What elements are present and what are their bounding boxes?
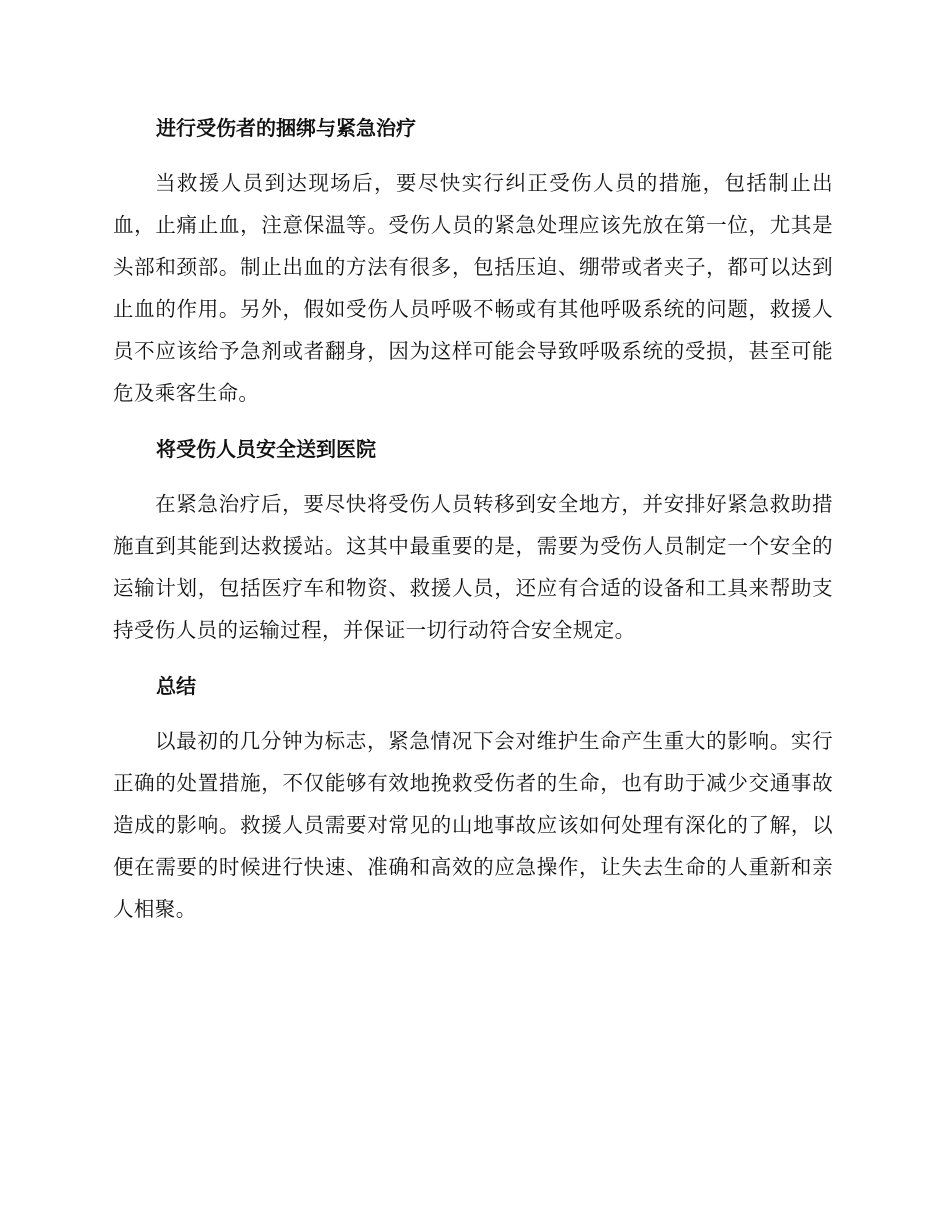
section-paragraph: 在紧急治疗后，要尽快将受伤人员转移到安全地方，并安排好紧急救助措施直到其能到达救援站。这其中最重要的是，需要为受伤人员制定一个安全的运输计划，包括医疗车和物资、救援人员，还应有合适的设备和工具来帮助支持受伤人员的运输过程，并保证一切行动符合安全规定。 [113, 492, 833, 642]
section-paragraph: 当救援人员到达现场后，要尽快实行纠正受伤人员的措施，包括制止出血，止痛止血，注意保温等。受伤人员的紧急处理应该先放在第一位，尤其是头部和颈部。制止出血的方法有很多，包括压迫、绷带或者夹子，都可以达到止血的作用。另外，假如受伤人员呼吸不畅或有其他呼吸系统的问题，救援人员不应该给予急剂或者翻身，因为这样可能会导致呼吸系统的受损，甚至可能危及乘客生命。 [113, 171, 833, 405]
section-paragraph: 以最初的几分钟为标志，紧急情况下会对维护生命产生重大的影响。实行正确的处置措施，不仅能够有效地挽救受伤者的生命，也有助于减少交通事故造成的影响。救援人员需要对常见的山地事故应该如何处理有深化的了解，以便在需要的时候进行快速、准确和高效的应急操作，让失去生命的人重新和亲人相聚。 [113, 729, 833, 921]
section-heading: 总结 [156, 674, 196, 698]
section-heading: 进行受伤者的捆绑与紧急治疗 [156, 116, 416, 140]
section-heading: 将受伤人员安全送到医院 [156, 437, 376, 461]
